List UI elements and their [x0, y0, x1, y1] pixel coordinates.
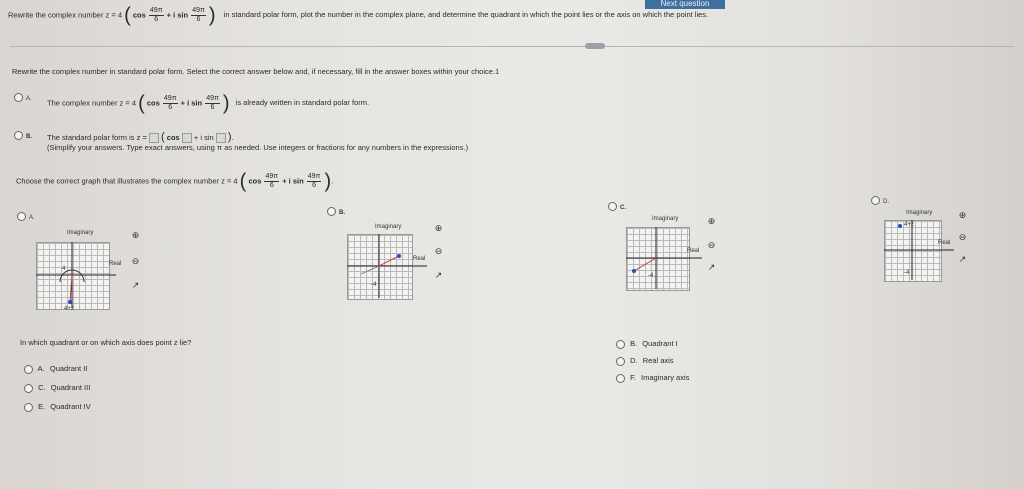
prompt-prefix: Rewrite the complex number z = 4 [8, 10, 123, 20]
popout-icon[interactable]: ↗ [707, 262, 716, 272]
graph-d-option[interactable]: D. [871, 196, 889, 205]
angle-fraction: $\frac{49\pi}{6}$ [149, 7, 163, 23]
zoom-in-icon[interactable]: ⊕ [958, 210, 967, 220]
radio-graph-d[interactable] [871, 196, 880, 205]
popout-icon[interactable]: ↗ [958, 254, 967, 264]
angle-fraction: $\frac{49\pi}{6}$ [192, 7, 205, 23]
tick-label: 4 [62, 266, 66, 272]
radio-graph-b[interactable] [327, 207, 336, 216]
radio-quadrant-iii[interactable] [24, 384, 33, 393]
cos-label: cos [132, 10, 146, 20]
part3-question: In which quadrant or on which axis does point z lie? [20, 338, 192, 347]
sin-angle-input[interactable] [216, 133, 226, 143]
graph-note: 4+z [904, 222, 914, 228]
tick-label: -4 [648, 273, 654, 279]
imaginary-axis-label: Imaginary [652, 216, 679, 222]
part1-option-a-text: The complex number z = 4 ( cos $\frac{49\pi}{6}$ + i sin $\frac{49\pi}{6}$ ) is already written in standard polar form. [47, 92, 370, 115]
graph-d-plot [884, 220, 958, 282]
graph-b-plot [347, 234, 429, 300]
imaginary-axis-label: Imaginary [906, 210, 933, 216]
graph-a-option[interactable]: A. [17, 212, 35, 221]
graph-b [345, 222, 435, 302]
part1-instruction: Rewrite the complex number in standard polar form. Select the correct answer below and, if necessary, fill in the answer boxes within your choice.1 [12, 67, 500, 76]
answer-option[interactable]: E. Quadrant IV [24, 402, 91, 412]
graph-a [36, 228, 126, 313]
answer-option[interactable]: C. Quadrant III [24, 383, 90, 393]
real-axis-label: Real [109, 261, 122, 267]
part1-option-a[interactable]: A. [14, 93, 32, 102]
popout-icon[interactable]: ↗ [434, 270, 443, 280]
answer-option[interactable]: F. Imaginary axis [616, 373, 689, 383]
imaginary-axis-label: Imaginary [375, 224, 402, 230]
divider [10, 46, 1014, 47]
graph-d [882, 208, 962, 288]
part1-option-b[interactable]: B. [14, 131, 32, 140]
radio-a[interactable] [14, 93, 23, 102]
radio-quadrant-i[interactable] [616, 340, 625, 349]
graph-c [624, 215, 704, 295]
zoom-out-icon[interactable]: ⊖ [707, 240, 716, 250]
sin-label: + i sin [166, 10, 189, 20]
cos-angle-input[interactable] [182, 133, 192, 143]
graph-a-plot [36, 242, 126, 312]
radio-quadrant-iv[interactable] [24, 403, 33, 412]
answer-option[interactable]: B. Quadrant I [616, 339, 678, 349]
tick-label: -4 [904, 270, 910, 276]
part1-option-b-text: The standard polar form is z = ( cos + i sin ). [47, 131, 234, 143]
radio-b[interactable] [14, 131, 23, 140]
part1-note: (Simplify your answers. Type exact answers, using π as needed. Use integers or fractions for any numbers in the expressions.) [47, 143, 469, 152]
graph-note: 4+z [64, 306, 74, 312]
graph-b-option[interactable]: B. [327, 207, 345, 216]
radio-graph-a[interactable] [17, 212, 26, 221]
radio-real-axis[interactable] [616, 357, 625, 366]
tick-label: -4 [371, 282, 377, 288]
zoom-out-icon[interactable]: ⊖ [958, 232, 967, 242]
graph-c-option[interactable]: C. [608, 202, 626, 211]
next-question-button[interactable]: Next question [645, 0, 725, 9]
collapse-handle[interactable] [585, 43, 605, 49]
radio-imaginary-axis[interactable] [616, 374, 625, 383]
zoom-in-icon[interactable]: ⊕ [707, 216, 716, 226]
graph-c-plot [626, 227, 704, 291]
zoom-in-icon[interactable]: ⊕ [131, 230, 140, 240]
zoom-in-icon[interactable]: ⊕ [434, 223, 443, 233]
real-axis-label: Real [687, 248, 700, 254]
real-axis-label: Real [938, 240, 951, 246]
modulus-input[interactable] [149, 133, 159, 143]
prompt-suffix: in standard polar form, plot the number in the complex plane, and determine the quadrant in which the point lies or the axis on which the point lies. [223, 10, 709, 20]
answer-option[interactable]: D. Real axis [616, 356, 674, 366]
part2-question: Choose the correct graph that illustrates the complex number z = 4 ( cos $\frac{49\pi}{6}$ + i sin $\frac{49\pi}{6}$ ). [16, 170, 334, 193]
radio-graph-c[interactable] [608, 202, 617, 211]
zoom-out-icon[interactable]: ⊖ [434, 246, 443, 256]
real-axis-label: Real [413, 256, 426, 262]
answer-option[interactable]: A. Quadrant II [24, 364, 87, 374]
header-prompt: Rewrite the complex number z = 4 ( cos $\frac{49\pi}{6}$ + i sin $\frac{49\pi}{6}$ ) in standard polar form, plot the number in the complex plane, and determine the quadrant in which the point lies or the axis on which the point lies. [8, 4, 709, 27]
popout-icon[interactable]: ↗ [131, 280, 140, 290]
radio-quadrant-ii[interactable] [24, 365, 33, 374]
imaginary-axis-label: Imaginary [67, 230, 94, 236]
zoom-out-icon[interactable]: ⊖ [131, 256, 140, 266]
